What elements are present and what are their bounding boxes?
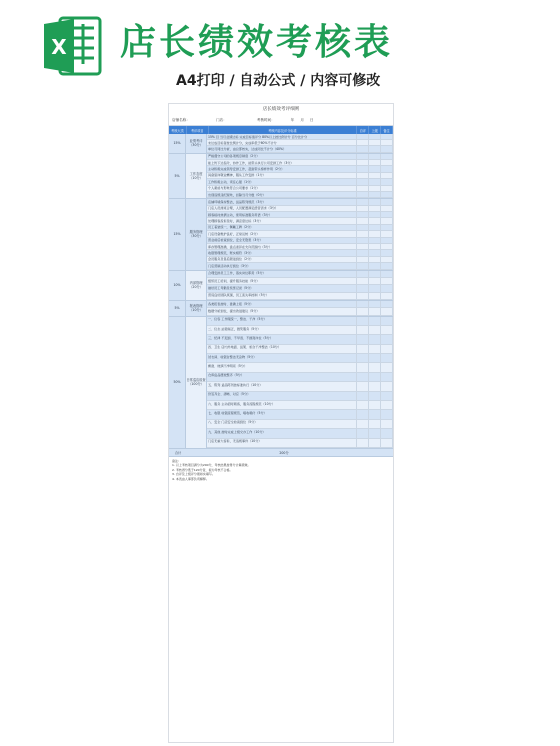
self-score-cell[interactable] <box>357 146 369 151</box>
table-row <box>207 263 393 269</box>
self-score-cell[interactable] <box>357 363 369 371</box>
remark-cell[interactable] <box>381 173 393 178</box>
self-score-cell[interactable] <box>357 160 369 165</box>
criteria-cell[interactable]: 营造良好团队氛围，员工流失率控制（5分） <box>207 293 357 299</box>
superior-score-cell[interactable] <box>369 206 381 211</box>
remark-cell[interactable] <box>381 301 393 307</box>
criteria-cell[interactable]: 15% 目 当月业绩达标 完成目标值评分 80%以上按比例计分 百分比计分 <box>207 134 357 139</box>
superior-score-cell[interactable] <box>369 263 381 268</box>
criteria-cell[interactable]: 三、纪律 不迟到、不早退、不擅离岗位（5分） <box>207 335 357 343</box>
criteria-cell[interactable]: 试衣间、收银台整洁无杂物（5分） <box>207 354 357 362</box>
remark-cell[interactable] <box>381 439 393 447</box>
criteria-cell[interactable]: 合理安排员工工作，落实岗位职责（5分） <box>207 271 357 277</box>
remark-cell[interactable] <box>381 382 393 390</box>
remark-cell[interactable] <box>381 278 393 284</box>
section-block <box>169 199 393 270</box>
table-row <box>207 271 393 278</box>
table-row <box>207 308 393 315</box>
criteria-cell[interactable]: 出现违规违纪现象，扣除当月分数（0分） <box>207 192 357 197</box>
section-name: 日常巡店检查（100分） <box>186 317 207 448</box>
criteria-cell[interactable]: 主动积极完成领导安排工作，起到带头榜样作用（2分） <box>207 166 357 171</box>
table-row <box>207 429 393 438</box>
superior-score-cell[interactable] <box>369 160 381 165</box>
superior-score-cell[interactable] <box>369 429 381 437</box>
month-label: 月 <box>300 118 304 122</box>
remark-cell[interactable] <box>381 179 393 184</box>
criteria-cell[interactable]: 工作积极主动，责任心强（1分） <box>207 179 357 184</box>
self-score-cell[interactable] <box>357 326 369 334</box>
remark-cell[interactable] <box>381 238 393 243</box>
section-name: 报表管理（10分） <box>186 301 207 315</box>
self-score-cell[interactable] <box>357 354 369 362</box>
remark-cell[interactable] <box>381 186 393 191</box>
remark-cell[interactable] <box>381 326 393 334</box>
section-block <box>169 154 393 200</box>
self-score-cell[interactable] <box>357 308 369 314</box>
superior-score-cell[interactable] <box>369 308 381 314</box>
total-label: 合计 <box>174 451 182 455</box>
criteria-cell[interactable]: 门店无重大客诉，无违规事件（10分） <box>207 439 357 447</box>
table-row <box>207 354 393 363</box>
criteria-cell[interactable]: 收银管理规范，账实相符（3分） <box>207 250 357 255</box>
table-row <box>207 317 393 326</box>
info-row <box>169 116 393 126</box>
section-weight: 15% <box>169 199 186 269</box>
time-label: 考核时间： <box>256 118 275 122</box>
remark-cell[interactable] <box>381 231 393 236</box>
superior-score-cell[interactable] <box>369 257 381 262</box>
section-name: 业绩考评（30分） <box>186 134 207 153</box>
remark-cell[interactable] <box>381 134 393 139</box>
remark-cell[interactable] <box>381 140 393 145</box>
self-score-cell[interactable] <box>357 231 369 236</box>
self-score-cell[interactable] <box>357 382 369 390</box>
superior-score-cell[interactable] <box>369 192 381 197</box>
criteria-cell[interactable]: 组织员工培训，提升服务技能（5分） <box>207 278 357 284</box>
section-weight: 5% <box>169 301 186 315</box>
self-score-cell[interactable] <box>357 244 369 249</box>
superior-score-cell[interactable] <box>369 354 381 362</box>
superior-score-cell[interactable] <box>369 166 381 171</box>
superior-score-cell[interactable] <box>369 373 381 381</box>
criteria-cell[interactable]: 价签齐全、清晰、对应（5分） <box>207 392 357 400</box>
superior-score-cell[interactable] <box>369 382 381 390</box>
self-score-cell[interactable] <box>357 410 369 418</box>
note-line: 1. 以上考核项目满分为200分，考核结果按得分计算绩效。 <box>172 463 251 468</box>
superior-score-cell[interactable] <box>369 238 381 243</box>
remark-cell[interactable] <box>381 308 393 314</box>
superior-score-cell[interactable] <box>369 212 381 217</box>
svg-text:X: X <box>51 35 67 59</box>
superior-score-cell[interactable] <box>369 363 381 371</box>
store-label: 门店： <box>215 118 227 122</box>
self-score-cell[interactable] <box>357 271 369 277</box>
self-score-cell[interactable] <box>357 439 369 447</box>
self-score-cell[interactable] <box>357 345 369 353</box>
section-block <box>169 134 393 154</box>
criteria-cell[interactable]: 库存管理准确，盘点差异在允许范围内（3分） <box>207 244 357 249</box>
criteria-cell[interactable]: 数据分析到位，提出改进建议（5分） <box>207 308 357 314</box>
superior-score-cell[interactable] <box>369 410 381 418</box>
self-score-cell[interactable] <box>357 293 369 299</box>
self-score-cell[interactable] <box>357 263 369 268</box>
self-score-cell[interactable] <box>357 301 369 307</box>
table-row <box>207 373 393 382</box>
criteria-cell[interactable]: 门店设备维护良好，正常运转（2分） <box>207 231 357 236</box>
self-score-cell[interactable] <box>357 218 369 223</box>
section-block <box>169 317 393 449</box>
self-score-cell[interactable] <box>357 140 369 145</box>
total-row <box>169 449 393 457</box>
note-line: 2. 考核得分低于120分者，视为考核不合格。 <box>172 467 233 472</box>
criteria-cell[interactable]: 四、卫生 店内外地面、货架、柜台干净整洁（10分） <box>207 345 357 353</box>
self-score-cell[interactable] <box>357 134 369 139</box>
table-row <box>207 293 393 300</box>
header-remark: 备注 <box>381 126 393 134</box>
table-row <box>207 285 393 292</box>
superior-score-cell[interactable] <box>369 401 381 409</box>
header-content: 考核内容及评分标准 <box>209 126 358 134</box>
superior-score-cell[interactable] <box>369 173 381 178</box>
self-score-cell[interactable] <box>357 429 369 437</box>
section-name: 工作态度（10分） <box>186 154 207 199</box>
remark-cell[interactable] <box>381 192 393 197</box>
page-subtitle: A4打印 / 自动公式 / 内容可修改 <box>176 73 381 89</box>
table-row <box>207 345 393 354</box>
self-score-cell[interactable] <box>357 250 369 255</box>
header-superior: 上级 <box>369 126 381 134</box>
self-score-cell[interactable] <box>357 373 369 381</box>
note-line: 备注： <box>172 459 182 463</box>
self-score-cell[interactable] <box>357 192 369 197</box>
self-score-cell[interactable] <box>357 179 369 184</box>
remark-cell[interactable] <box>381 420 393 428</box>
page-title: 店长绩效考核表 <box>120 22 394 63</box>
remark-cell[interactable] <box>381 257 393 262</box>
remark-cell[interactable] <box>381 206 393 211</box>
table-row <box>207 382 393 391</box>
superior-score-cell[interactable] <box>369 326 381 334</box>
superior-score-cell[interactable] <box>369 244 381 249</box>
section-weight: 10% <box>169 271 186 301</box>
superior-score-cell[interactable] <box>369 225 381 230</box>
remark-cell[interactable] <box>381 392 393 400</box>
superior-score-cell[interactable] <box>369 271 381 277</box>
superior-score-cell[interactable] <box>369 199 381 204</box>
remark-cell[interactable] <box>381 373 393 381</box>
self-score-cell[interactable] <box>357 166 369 171</box>
section-weight: 50% <box>169 317 186 448</box>
section-name: 内部管理（20分） <box>186 271 207 301</box>
superior-score-cell[interactable] <box>369 439 381 447</box>
remark-cell[interactable] <box>381 401 393 409</box>
remark-cell[interactable] <box>381 429 393 437</box>
criteria-cell[interactable]: 能上传下达指令，协作工作，能带头执行公司安排工作（3分） <box>207 160 357 165</box>
superior-score-cell[interactable] <box>369 186 381 191</box>
criteria-cell[interactable]: 一、仪容 工作服统一，整洁、干净（5分） <box>207 317 357 325</box>
section-block <box>169 301 393 316</box>
superior-score-cell[interactable] <box>369 345 381 353</box>
year-label: 年 <box>290 118 295 122</box>
remark-cell[interactable] <box>381 250 393 255</box>
criteria-cell[interactable]: 单位月同比分析，由总部核实，达成同比不计分（40%） <box>207 146 357 151</box>
self-score-cell[interactable] <box>357 401 369 409</box>
header-self: 自评 <box>357 126 369 134</box>
criteria-cell[interactable]: 具备爱岗敬业精神，服从工作安排（1分） <box>207 173 357 178</box>
self-score-cell[interactable] <box>357 420 369 428</box>
table-row <box>207 301 393 308</box>
criteria-cell[interactable]: 七、收银 收银流程规范，唱收唱付（5分） <box>207 410 357 418</box>
self-score-cell[interactable] <box>357 206 369 211</box>
superior-score-cell[interactable] <box>369 420 381 428</box>
criteria-cell[interactable]: 二、仪态 站姿端正，微笑服务（5分） <box>207 326 357 334</box>
self-score-cell[interactable] <box>357 154 369 159</box>
table-row <box>207 326 393 335</box>
superior-score-cell[interactable] <box>369 134 381 139</box>
self-score-cell[interactable] <box>357 238 369 243</box>
header-item: 考评项目 <box>187 126 209 134</box>
table-row <box>207 410 393 419</box>
spreadsheet-preview <box>168 103 394 743</box>
remark-cell[interactable] <box>381 244 393 249</box>
remark-cell[interactable] <box>381 293 393 299</box>
table-header <box>169 126 393 134</box>
table-row <box>207 439 393 448</box>
criteria-cell[interactable]: 六、服务 主动招呼顾客，服务流程规范（10分） <box>207 401 357 409</box>
criteria-cell[interactable]: 个人素质与形象符合公司要求（1分） <box>207 186 357 191</box>
table-row <box>207 401 393 410</box>
table-row <box>207 392 393 401</box>
self-score-cell[interactable] <box>357 278 369 284</box>
self-score-cell[interactable] <box>357 335 369 343</box>
superior-score-cell[interactable] <box>369 218 381 223</box>
table-row <box>207 335 393 344</box>
section-weight: 15% <box>169 134 186 153</box>
remark-cell[interactable] <box>381 345 393 353</box>
criteria-cell[interactable]: 五、陈列 货品陈列按标准执行（10分） <box>207 382 357 390</box>
remark-cell[interactable] <box>381 199 393 204</box>
remark-cell[interactable] <box>381 410 393 418</box>
remark-cell[interactable] <box>381 160 393 165</box>
remark-cell[interactable] <box>381 263 393 268</box>
self-score-cell[interactable] <box>357 285 369 291</box>
superior-score-cell[interactable] <box>369 179 381 184</box>
criteria-cell[interactable]: 各类报表按时、准确上报（5分） <box>207 301 357 307</box>
excel-icon <box>42 14 102 78</box>
sheet-title: 店长绩效考评细则 <box>262 107 300 112</box>
superior-score-cell[interactable] <box>369 392 381 400</box>
criteria-cell[interactable]: 营业前后检查到位，安全无隐患（3分） <box>207 238 357 243</box>
table-row <box>207 363 393 372</box>
criteria-cell[interactable]: 处理顾客投诉及时，满意度达标（3分） <box>207 218 357 223</box>
table-row <box>207 192 393 198</box>
superior-score-cell[interactable] <box>369 154 381 159</box>
self-score-cell[interactable] <box>357 199 369 204</box>
table-row <box>207 278 393 285</box>
superior-score-cell[interactable] <box>369 317 381 325</box>
superior-score-cell[interactable] <box>369 278 381 284</box>
self-score-cell[interactable] <box>357 173 369 178</box>
self-score-cell[interactable] <box>357 392 369 400</box>
notes <box>169 457 393 483</box>
remark-cell[interactable] <box>381 154 393 159</box>
remark-cell[interactable] <box>381 317 393 325</box>
score-table <box>169 126 393 483</box>
remark-cell[interactable] <box>381 212 393 217</box>
remark-cell[interactable] <box>381 354 393 362</box>
superior-score-cell[interactable] <box>369 140 381 145</box>
remark-cell[interactable] <box>381 335 393 343</box>
superior-score-cell[interactable] <box>369 231 381 236</box>
remark-cell[interactable] <box>381 166 393 171</box>
criteria-cell[interactable]: 顾客接待热情主动，使用标准服务用语（3分） <box>207 212 357 217</box>
remark-cell[interactable] <box>381 225 393 230</box>
criteria-cell[interactable]: 未达成目标者按比例计分，完成率低于60%不计分 <box>207 140 357 145</box>
criteria-cell[interactable]: 门店营销活动执行到位（3分） <box>207 263 357 268</box>
superior-score-cell[interactable] <box>369 146 381 151</box>
criteria-cell[interactable]: 门店人员排班合理，人员配置满足经营需求（3分） <box>207 206 357 211</box>
criteria-cell[interactable]: 仓库货品摆放整齐（5分） <box>207 373 357 381</box>
remark-cell[interactable] <box>381 271 393 277</box>
criteria-cell[interactable]: 做好员工考勤及奖惩记录（5分） <box>207 285 357 291</box>
criteria-cell[interactable]: 会员服务及售后跟进到位（2分） <box>207 257 357 262</box>
store-name-label: 店铺名称： <box>172 118 190 122</box>
remark-cell[interactable] <box>381 146 393 151</box>
criteria-cell[interactable]: 八、安全 门店安全检查到位（5分） <box>207 420 357 428</box>
section-weight: 5% <box>169 154 186 199</box>
self-score-cell[interactable] <box>357 257 369 262</box>
note-line: 3. 自评及上级评分须如实填写。 <box>172 472 215 477</box>
superior-score-cell[interactable] <box>369 293 381 299</box>
superior-score-cell[interactable] <box>369 301 381 307</box>
note-line: 4. 本表由人事部负责解释。 <box>172 476 209 481</box>
self-score-cell[interactable] <box>357 317 369 325</box>
section-block <box>169 271 393 302</box>
remark-cell[interactable] <box>381 363 393 371</box>
remark-cell[interactable] <box>381 285 393 291</box>
superior-score-cell[interactable] <box>369 285 381 291</box>
self-score-cell[interactable] <box>357 186 369 191</box>
remark-cell[interactable] <box>381 218 393 223</box>
superior-score-cell[interactable] <box>369 250 381 255</box>
table-row <box>207 146 393 152</box>
self-score-cell[interactable] <box>357 212 369 217</box>
table-body <box>169 134 393 449</box>
criteria-cell[interactable]: 严格遵守公司的各项规章制度（2分） <box>207 154 357 159</box>
criteria-cell[interactable]: 员工着装统一，佩戴工牌（2分） <box>207 225 357 230</box>
criteria-cell[interactable]: 店铺环境保持整洁，货品陈列规范（3分） <box>207 199 357 204</box>
superior-score-cell[interactable] <box>369 335 381 343</box>
section-name: 服务管理（30分） <box>186 199 207 269</box>
banner <box>0 0 560 100</box>
criteria-cell[interactable]: 橱窗、玻璃干净明亮（5分） <box>207 363 357 371</box>
total-value: 200分 <box>279 451 289 455</box>
day-label: 日 <box>309 118 314 122</box>
header-category: 考核大类 <box>169 126 187 134</box>
criteria-cell[interactable]: 九、其他 按时完成上级交办工作（10分） <box>207 429 357 437</box>
table-row <box>207 420 393 429</box>
self-score-cell[interactable] <box>357 225 369 230</box>
